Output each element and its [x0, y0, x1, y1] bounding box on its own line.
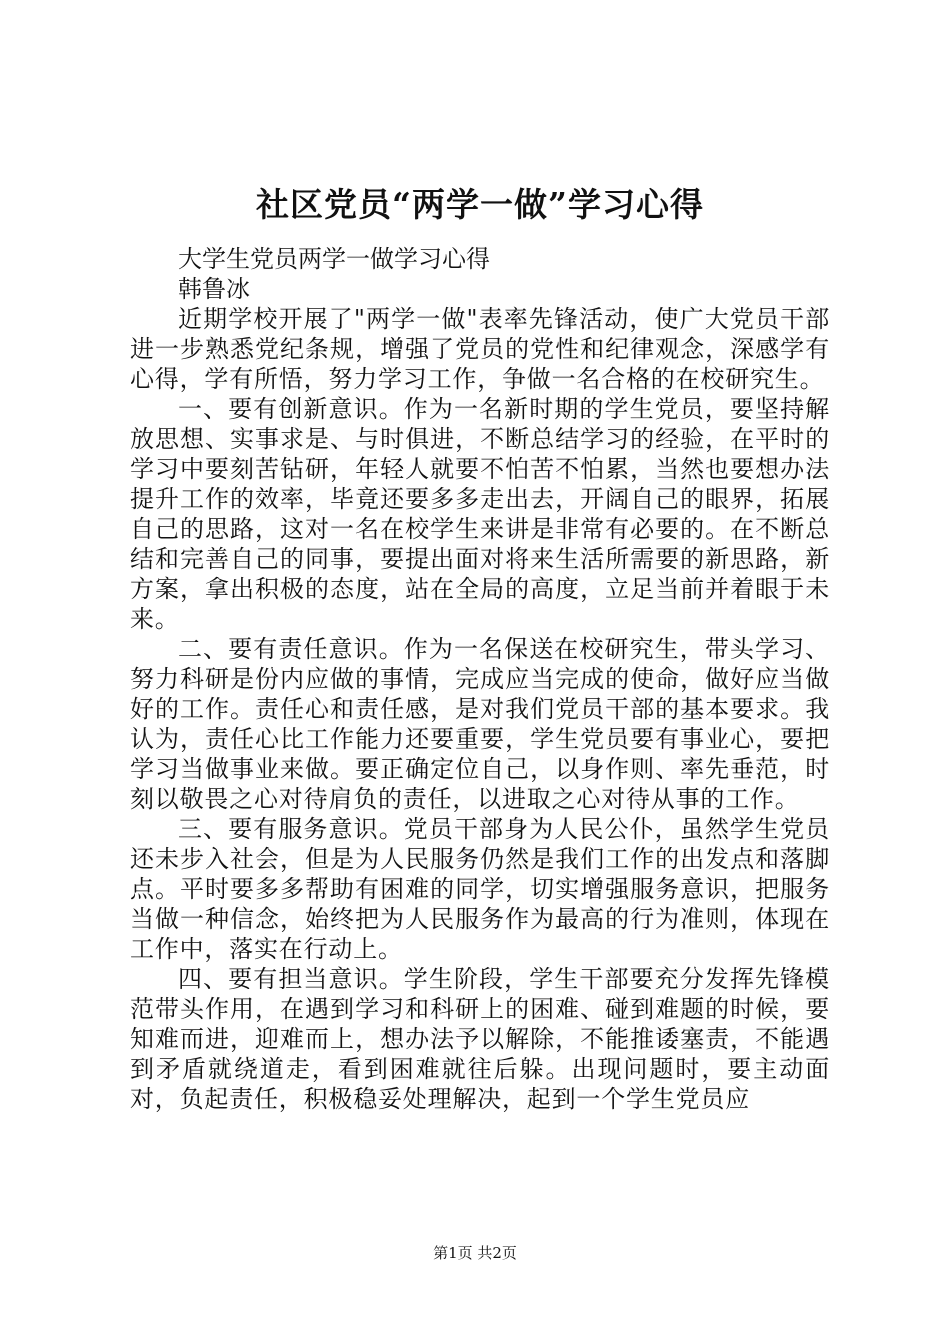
document-author: 韩鲁冰	[178, 275, 250, 303]
document-page	[130, 180, 830, 1114]
paragraph-commitment: 四、要有担当意识。学生阶段，学生干部要充分发挥先锋模范带头作用，在遇到学习和科研上的困难、碰到难题的时候，要知难而进，迎难而上，想办法予以解除，不能推诿塞责，不能遇到矛盾就绕道走，看到困难就往后躲。出现问题时，要主动面对，负起责任，积极稳妥处理解决，起到一个学生党员应	[130, 965, 830, 1113]
paragraph-responsibility: 二、要有责任意识。作为一名保送在校研究生，带头学习、努力科研是份内应做的事情，完成应当完成的使命，做好应当做好的工作。责任心和责任感，是对我们党员干部的基本要求。我认为，责任心比工作能力还要重要，学生党员要有事业心，要把学习当做事业来做。要正确定位自己，以身作则、率先垂范，时刻以敬畏之心对待肩负的责任，以进取之心对待从事的工作。	[130, 635, 830, 813]
paragraph-service: 三、要有服务意识。党员干部身为人民公仆，虽然学生党员还未步入社会，但是为人民服务仍然是我们工作的出发点和落脚点。平时要多多帮助有困难的同学，切实增强服务意识，把服务当做一种信念，始终把为人民服务作为最高的行为准则，体现在工作中，落实在行动上。	[130, 815, 830, 963]
document-subtitle: 大学生党员两学一做学习心得	[178, 245, 490, 273]
paragraph-intro: 近期学校开展了"两学一做"表率先锋活动，使广大党员干部进一步熟悉党纪条规，增强了党员的党性和纪律观念，深感学有心得，学有所悟，努力学习工作，争做一名合格的在校研究生。	[130, 305, 830, 393]
paragraph-innovation: 一、要有创新意识。作为一名新时期的学生党员，要坚持解放思想、实事求是、与时俱进，不断总结学习的经验，在平时的学习中要刻苦钻研，年轻人就要不怕苦不怕累，当然也要想办法提升工作的效率，毕竟还要多多走出去，开阔自己的眼界，拓展自己的思路，这对一名在校学生来讲是非常有必要的。在不断总结和完善自己的同事，要提出面对将来生活所需要的新思路，新方案，拿出积极的态度，站在全局的高度，立足当前并着眼于未来。	[130, 395, 830, 633]
document-title: 社区党员“两学一做”学习心得	[256, 185, 704, 224]
page-footer: 第1页 共2页	[433, 1244, 517, 1262]
